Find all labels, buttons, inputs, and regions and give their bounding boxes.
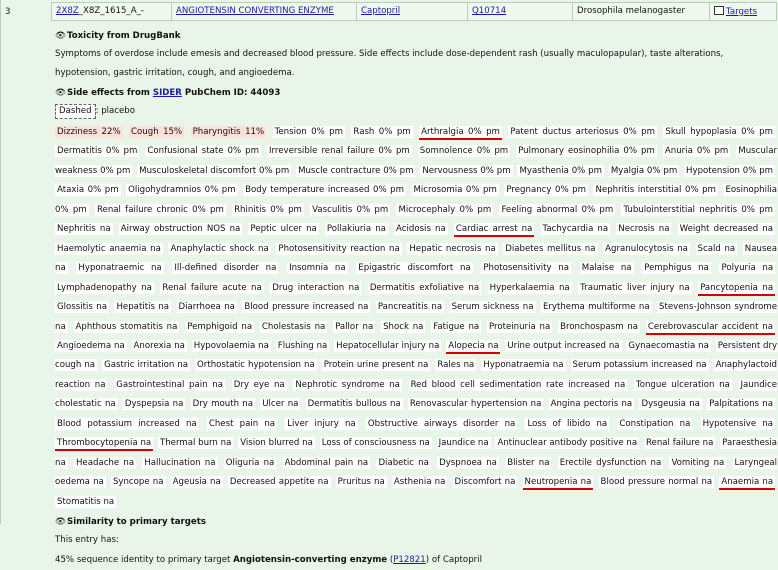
side-effect-item: Muscle contracture 0% pm	[298, 165, 414, 176]
side-effect-item: Urine output increased na	[507, 340, 620, 351]
targets-link[interactable]: Targets	[726, 7, 758, 17]
side-effect-item: Bronchospasm na	[560, 321, 639, 332]
side-effect-item: Renal failure na	[645, 438, 714, 449]
dashed-legend-box: Dashed	[55, 104, 96, 119]
eye-icon: 👁	[55, 31, 66, 41]
side-effect-item: Nervousness 0% pm	[422, 165, 511, 176]
side-effect-item: Nausea na	[55, 243, 777, 274]
side-effect-item: Dry mouth na	[192, 399, 253, 410]
side-effect-item: Angioedema na	[57, 340, 125, 351]
toxicity-heading	[55, 29, 777, 44]
side-effect-item: Neutropenia na	[523, 476, 594, 490]
side-effect-item: Myasthenia 0% pm	[519, 165, 602, 176]
side-effect-item: Hallucination na	[144, 457, 216, 468]
side-effect-item: Renal failure chronic 0% pm	[96, 204, 224, 215]
side-effect-item: Haemolytic anaemia na	[57, 243, 161, 254]
side-effect-item: Pruritus na	[337, 477, 385, 488]
side-effect-item: Vasculitis 0% pm	[312, 204, 389, 215]
side-effect-item: Hyperkalaemia na	[489, 282, 570, 293]
side-effect-item: Aphthous stomatitis na	[75, 321, 178, 332]
toxicity-text: Symptoms of overdose include emesis and decreased blood pressure. Side effects include dose-dependent rash (usually maculopapular), taste alterations, hypotension, gastric irritation, cough, and angioedema.	[55, 49, 724, 78]
similarity-suffix: of Captopril	[429, 555, 482, 566]
side-effect-item: Photosensitivity na	[483, 263, 570, 274]
side-effect-item: Tachycardia na	[542, 224, 609, 235]
side-effect-item: Malaise na	[581, 263, 632, 274]
side-effects-title: Side effects from	[67, 88, 153, 98]
side-effect-item: Somnolence 0% pm	[419, 146, 509, 157]
side-effect-item: Renovascular hypertension na	[409, 399, 542, 410]
side-effect-item: Gynaecomastia na	[628, 340, 709, 351]
side-effect-item: Dyspepsia na	[124, 399, 184, 410]
side-effect-item: Gastrointestinal pain na	[116, 379, 224, 390]
table-icon	[714, 6, 724, 15]
side-effect-item: Muscular weakness 0% pm	[55, 146, 777, 176]
side-effect-item: Arthralgia 0% pm	[419, 126, 502, 140]
side-effect-item: Dysgeusia na	[641, 399, 700, 410]
side-effect-item: Nephrotic syndrome na	[295, 379, 400, 390]
side-effect-item: Weight decreased na	[679, 224, 774, 235]
side-effect-item: Chest pain na	[208, 418, 276, 429]
side-effect-item: Pancytopenia na	[698, 282, 775, 296]
side-effect-item: Patent ductus arteriosus 0% pm	[510, 127, 655, 137]
side-effect-item: Pemphigus na	[644, 263, 709, 274]
drug-cell	[357, 3, 468, 20]
side-effect-item: Cerebrovascular accident na	[646, 321, 775, 335]
drug-link[interactable]: Captopril	[361, 6, 401, 16]
pdb-link[interactable]: 2X8Z	[56, 6, 79, 16]
side-effect-item: Peptic ulcer na	[250, 224, 317, 235]
side-effect-item: Jaundice cholestatic na	[55, 379, 778, 410]
side-effect-item: Liver injury na	[287, 418, 356, 429]
side-effect-item: Ageusia na	[172, 477, 221, 488]
side-effect-item: Pollakiuria na	[326, 224, 386, 235]
side-effect-item: Agranulocytosis na	[605, 243, 688, 254]
side-effect-item: Persistent dry cough na	[55, 340, 778, 371]
side-effect-item: Hypovolaemia na	[193, 340, 269, 351]
side-effect-item: Polyuria na	[721, 263, 774, 274]
side-effect-item: Anaemia na	[719, 476, 775, 490]
side-effect-item: Dermatitis 0% pm	[57, 146, 138, 157]
side-effect-item: Eosinophilia 0% pm	[55, 185, 778, 215]
pdb-chain: _X8Z_1615_A_-	[78, 6, 144, 16]
side-effect-item: Thermal burn na	[159, 438, 232, 449]
side-effect-item: Dizziness 22%	[57, 127, 121, 137]
side-effect-item: Pulmonary eosinophilia 0% pm	[518, 146, 655, 157]
side-effect-item: Vomiting na	[671, 457, 725, 468]
side-effect-item: Anaphylactic shock na	[170, 243, 269, 254]
side-effect-item: Serum potassium increased na	[572, 360, 707, 371]
side-effect-item: Blood pressure increased na	[244, 302, 369, 313]
side-effect-item: Dermatitis exfoliative na	[369, 282, 480, 293]
placebo-legend	[55, 101, 777, 122]
side-effect-item: Ill-defined disorder na	[174, 263, 277, 274]
side-effect-item: Fatigue na	[433, 321, 480, 332]
side-effect-item: Insomnia na	[289, 263, 346, 274]
side-effect-item: Anaphylactoid reaction na	[55, 360, 777, 390]
side-effect-item: Pemphigoid na	[187, 321, 253, 332]
side-effect-item: Tension 0% pm	[274, 127, 343, 137]
side-effect-item: Airway obstruction NOS na	[120, 224, 241, 235]
side-effect-item: Gastric irritation na	[104, 360, 189, 371]
side-effect-item: Palpitations na	[709, 399, 773, 410]
side-effect-item: Erectile dysfunction na	[559, 457, 662, 468]
side-effect-item: Hyponatraemic na	[78, 263, 162, 274]
legend-text: : placebo	[95, 106, 136, 116]
side-effect-item: Tongue ulceration na	[635, 379, 730, 390]
side-effect-item: Headache na	[75, 457, 135, 468]
side-effect-item: Tubulointerstitial nephritis 0% pm	[623, 204, 774, 215]
side-effect-item: Scald na	[697, 243, 736, 254]
side-effect-item: Proteinuria na	[488, 321, 551, 332]
side-effect-item: Hepatitis na	[116, 302, 170, 313]
side-effect-item: Pharyngitis 11%	[192, 127, 265, 137]
side-effect-item: Rales na	[437, 360, 475, 371]
side-effect-item: Rhinitis 0% pm	[234, 204, 302, 215]
uniprot-link[interactable]: Q10714	[472, 6, 507, 16]
similarity-title: Similarity to primary targets	[67, 517, 206, 528]
side-effect-item: Lymphadenopathy na	[57, 282, 152, 293]
side-effect-item: Glossitis na	[57, 302, 108, 313]
side-effect-item: Ataxia 0% pm	[57, 185, 119, 196]
side-effects-list	[55, 123, 777, 512]
side-effect-item: Protein urine present na	[323, 360, 429, 371]
side-effect-item: Constipation na	[619, 418, 691, 429]
side-effect-item: Antinuclear antibody positive na	[497, 438, 638, 449]
side-effect-item: Oliguria na	[225, 457, 275, 468]
side-effect-item: Microcephaly 0% pm	[398, 204, 492, 215]
pubchem-id: PubChem ID: 44093	[181, 88, 281, 98]
side-effect-item: Feeling abnormal 0% pm	[501, 204, 614, 215]
side-effect-item: Ulcer na	[262, 399, 299, 410]
side-effect-item: Pancreatitis na	[377, 302, 443, 313]
primary-uniprot-link[interactable]: P12821	[393, 555, 426, 566]
pdb-cell	[52, 3, 172, 20]
side-effect-item: Diarrhoea na	[178, 302, 235, 313]
side-effect-item: Red blood cell sedimentation rate increased na	[410, 379, 626, 390]
side-effect-item: Abdominal pain na	[284, 457, 369, 468]
side-effect-item: Shock na	[383, 321, 424, 332]
side-effect-item: Cardiac arrest na	[454, 223, 535, 237]
sider-link[interactable]: SIDER	[152, 88, 182, 98]
side-effect-item: Alopecia na	[446, 340, 500, 354]
entry-header-row	[51, 2, 777, 21]
side-effect-item: Loss of libido na	[527, 418, 608, 429]
side-effect-item: Stomatitis na	[57, 496, 115, 507]
organism-cell: Drosophila melanogaster	[573, 3, 710, 20]
side-effect-item: Pallor na	[335, 321, 374, 332]
side-effect-item: Obstructive airways disorder na	[367, 418, 516, 429]
side-effect-item: Serum sickness na	[451, 302, 534, 313]
side-effect-item: Cholestasis na	[261, 321, 326, 332]
side-effect-item: Nephritis na	[57, 224, 111, 235]
side-effect-item: Cough 15%	[131, 127, 183, 137]
entry-details	[55, 26, 777, 570]
eye-icon: 👁	[55, 88, 66, 98]
side-effect-item: Paraesthesia na	[55, 438, 778, 468]
side-effect-item: Stevens-Johnson syndrome na	[55, 302, 778, 332]
side-effect-item: Drug interaction na	[272, 282, 360, 293]
side-effects-heading	[55, 86, 777, 101]
similarity-prefix: 45% sequence identity to primary target	[55, 555, 234, 566]
side-effect-item: Vision blurred na	[240, 438, 313, 449]
side-effect-item: Necrosis na	[618, 224, 670, 235]
side-effect-item: Epigastric discomfort na	[358, 263, 471, 274]
side-effect-item: Laryngeal oedema na	[55, 457, 778, 488]
side-effect-item: Acidosis na	[396, 224, 446, 235]
side-effect-item: Dyspnoea na	[439, 457, 497, 468]
side-effect-item: Anuria 0% pm	[664, 146, 729, 157]
side-effect-item: Decreased appetite na	[229, 477, 329, 488]
side-effect-item: Rash 0% pm	[353, 127, 411, 137]
side-effect-item: Jaundice na	[438, 438, 489, 449]
side-effect-item: Erythema multiforme na	[542, 302, 650, 313]
side-effect-item: Oligohydramnios 0% pm	[128, 185, 236, 196]
uniprot-cell	[468, 3, 573, 20]
side-effect-item: Discomfort na	[454, 477, 516, 488]
side-effect-item: Nephritis interstitial 0% pm	[595, 185, 716, 196]
side-effect-item: Body temperature increased 0% pm	[245, 185, 404, 196]
side-effect-item: Anorexia na	[133, 340, 185, 351]
side-effect-item: Asthenia na	[393, 477, 446, 488]
side-effect-item: Confusional state 0% pm	[147, 146, 259, 157]
side-effect-item: Syncope na	[112, 477, 164, 488]
side-effect-item: Hepatocellular injury na	[336, 340, 440, 351]
side-effect-item: Blister na	[507, 457, 550, 468]
side-effect-item: Orthostatic hypotension na	[197, 360, 315, 371]
side-effect-item: Microsomia 0% pm	[413, 185, 497, 196]
toxicity-title: Toxicity from DrugBank	[67, 31, 181, 41]
side-effect-item: Thrombocytopenia na	[55, 437, 153, 451]
similarity-line: 45% sequence identity to primary target Angiotensin-converting enzyme (P12821) of Captopril	[55, 555, 482, 566]
side-effect-item: Hypotensive na	[702, 418, 774, 429]
side-effect-item: Diabetes mellitus na	[505, 243, 596, 254]
side-effect-item: Angina pectoris na	[550, 399, 633, 410]
row-index: 3	[5, 7, 11, 17]
side-effect-item: Hepatic necrosis na	[409, 243, 496, 254]
side-effect-item: Flushing na	[277, 340, 328, 351]
side-effect-item: Diabetic na	[378, 457, 429, 468]
side-effect-item: Dry eye na	[233, 379, 285, 390]
side-effect-item: Dermatitis bullous na	[307, 399, 401, 410]
side-effect-item: Photosensitivity reaction na	[278, 243, 400, 254]
targets-cell	[710, 3, 776, 20]
side-effect-item: Renal failure acute na	[162, 282, 262, 293]
target-link[interactable]: ANGIOTENSIN CONVERTING ENZYME	[176, 6, 334, 16]
similarity-intro: This entry has:	[55, 535, 119, 546]
side-effect-item: Loss of consciousness na	[321, 438, 430, 449]
side-effect-item: Hypotension 0% pm	[686, 165, 774, 176]
eye-icon: 👁	[55, 517, 66, 528]
side-effect-item: Blood potassium increased na	[57, 418, 197, 429]
target-cell	[172, 3, 357, 20]
side-effect-item: Musculoskeletal discomfort 0% pm	[139, 165, 290, 176]
side-effect-item: Hyponatraemia na	[483, 360, 564, 371]
primary-target-name: Angiotensin-converting enzyme	[233, 555, 388, 566]
similarity-heading	[55, 515, 777, 530]
side-effect-item: Skull hypoplasia 0% pm	[665, 127, 773, 137]
side-effect-item: Pregnancy 0% pm	[506, 185, 586, 196]
side-effect-item: Blood pressure normal na	[600, 477, 713, 488]
side-effect-item: Irreversible renal failure 0% pm	[269, 146, 410, 157]
side-effect-item: Traumatic liver injury na	[580, 282, 690, 293]
side-effect-item: Myalgia 0% pm	[610, 165, 678, 176]
